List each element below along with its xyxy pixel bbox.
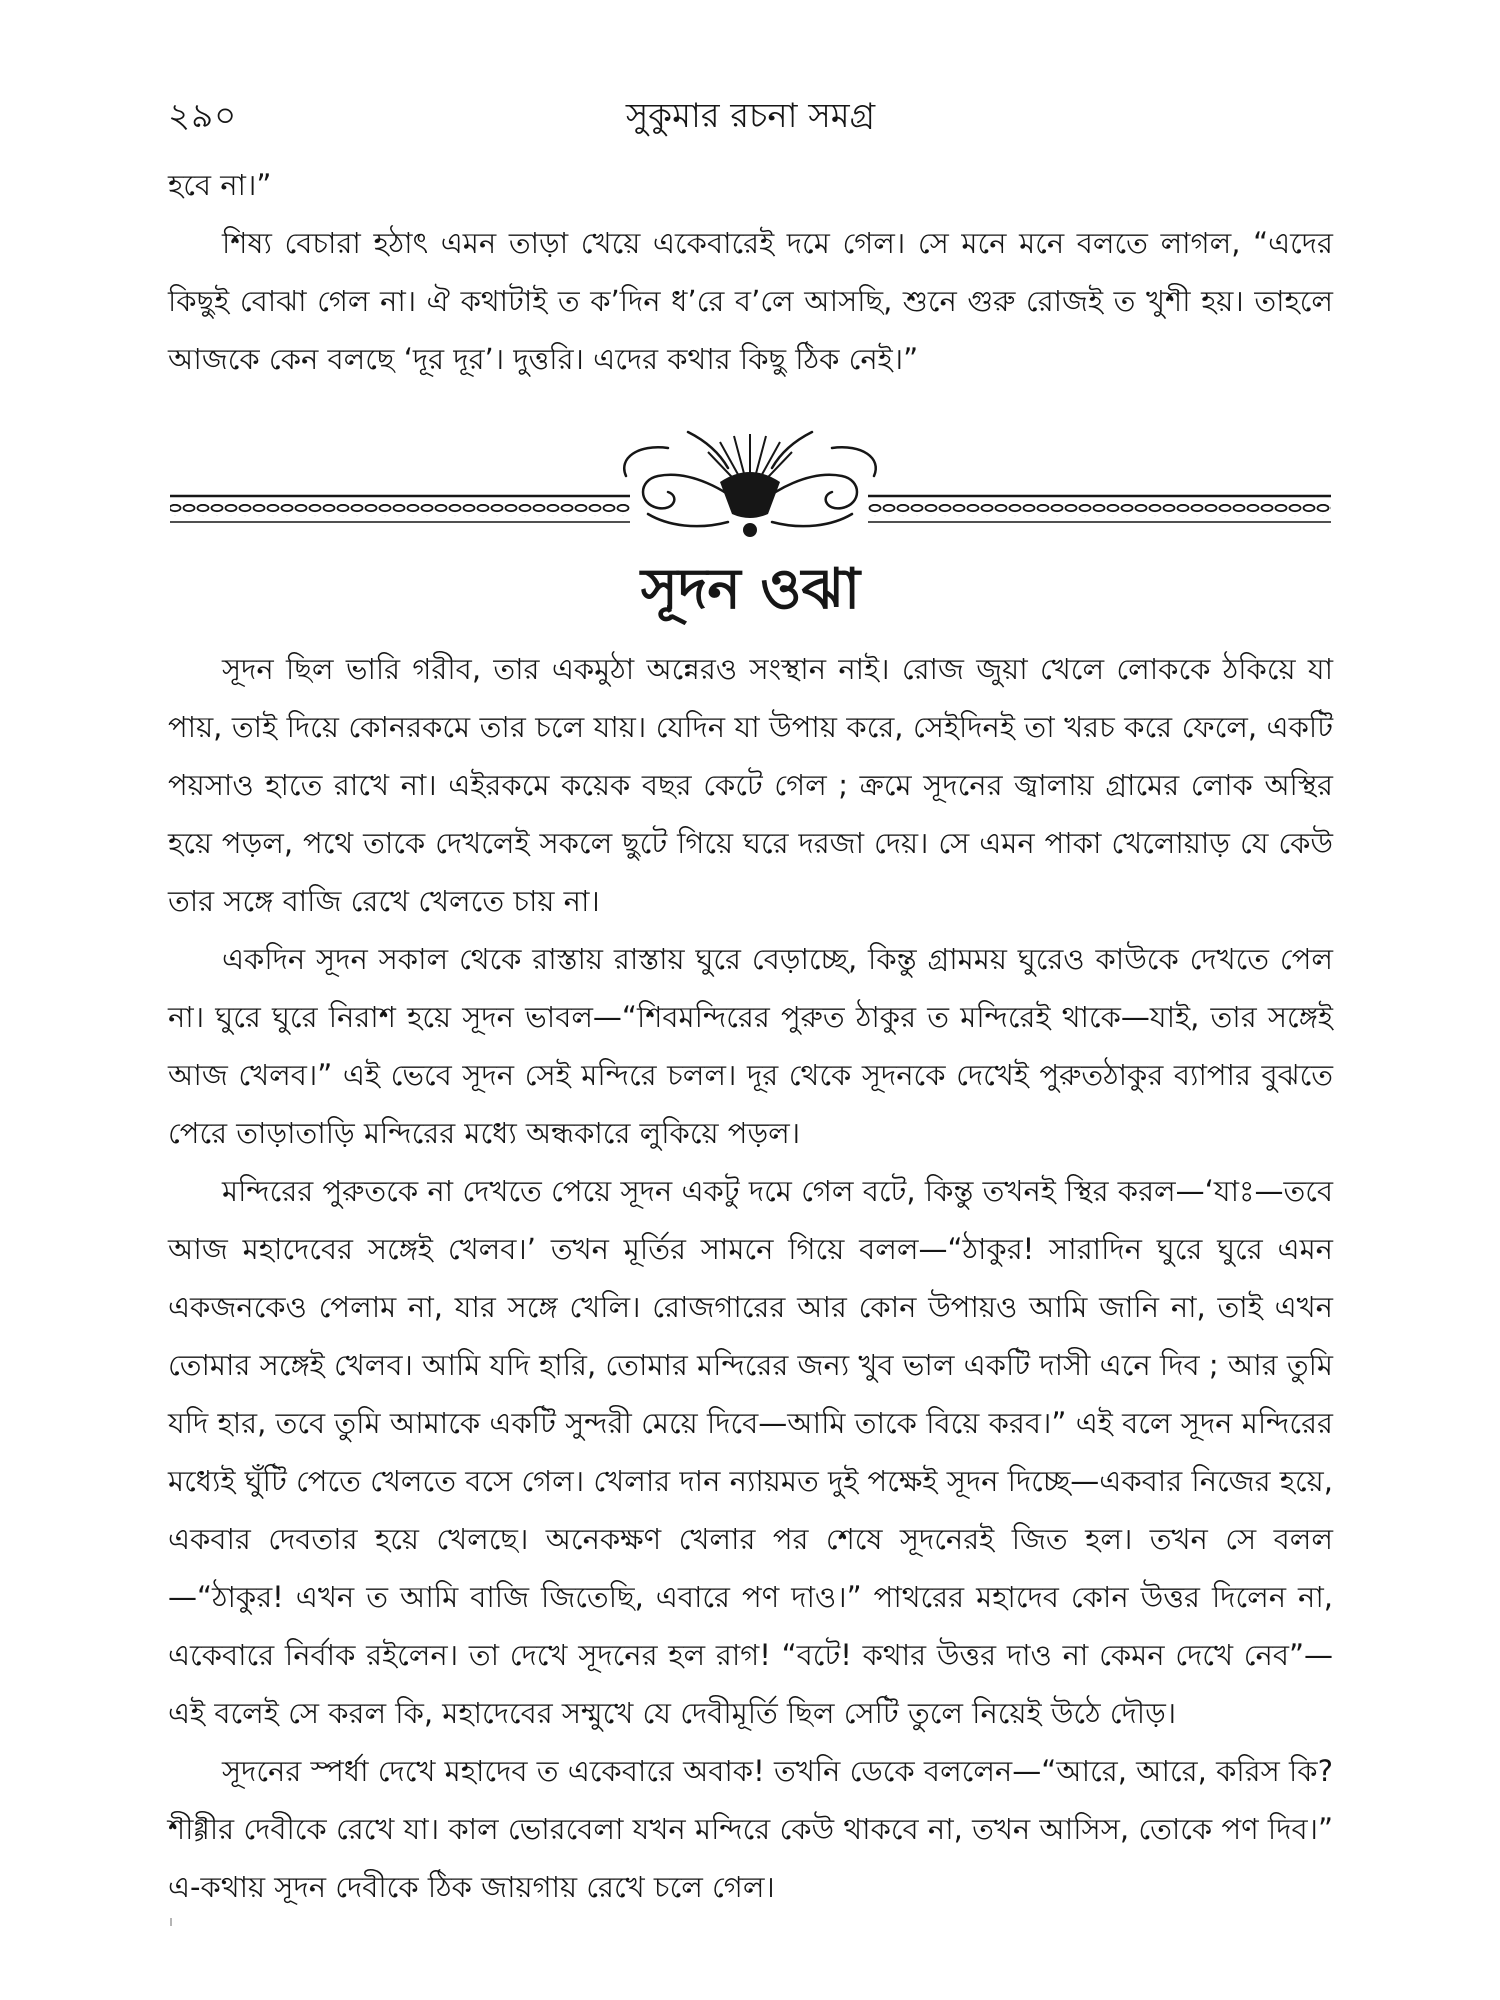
book-title: সুকুমার রচনা সমগ্র [625,96,876,136]
paragraph: সূদনের স্পর্ধা দেখে মহাদেব ত একেবারে অবাক! তখনি ডেকে বললেন—“আরে, আরে, করিস কি? শীগ্গীর দেবীকে রেখে যা। কাল ভোরবেলা যখন মন্দিরে কেউ থাকবে না, তখন আসিস, তোকে পণ দিব।” এ-কথায় সূদন দেবীকে ঠিক জায়গায় রেখে চলে গেল। [168,1754,1333,1904]
page-number: ২৯০ [168,96,238,136]
story-title: সূদন ওঝা [640,557,861,622]
paragraph: একদিন সূদন সকাল থেকে রাস্তায় রাস্তায় ঘুরে বেড়াচ্ছে, কিন্তু গ্রামময় ঘুরেও কাউকে দেখতে পেল না। ঘুরে ঘুরে নিরাশ হয়ে সূদন ভাবল—“শিবমন্দিরের পুরুত ঠাকুর ত মন্দিরেই থাকে—যাই, তার সঙ্গেই আজ খেলব।” এই ভেবে সূদন সেই মন্দিরে চলল। দূর থেকে সূদনকে দেখেই পুরুতঠাকুর ব্যাপার বুঝতে পেরে তাড়াতাড়ি মন্দিরের মধ্যে অন্ধকারে লুকিয়ে পড়ল। [168,942,1333,1150]
floral-ornament-icon [168,418,1333,548]
previous-story-text [168,156,1333,388]
paragraph: সূদন ছিল ভারি গরীব, তার একমুঠা অন্নেরও সংস্থান নাই। রোজ জুয়া খেলে লোককে ঠকিয়ে যা পায়, তাই দিয়ে কোনরকমে তার চলে যায়। যেদিন যা উপায় করে, সেইদিনই তা খরচ করে ফেলে, একটি পয়সাও হাতে রাখে না। এইরকমে কয়েক বছর কেটে গেল ; ক্রমে সূদনের জ্বালায় গ্রামের লোক অস্থির হয়ে পড়ল, পথে তাকে দেখলেই সকলে ছুটে গিয়ে ঘরে দরজা দেয়। সে এমন পাকা খেলোয়াড় যে কেউ তার সঙ্গে বাজি রেখে খেলতে চায় না। [168,652,1333,918]
running-header [168,86,1333,146]
paragraph: শিষ্য বেচারা হঠাৎ এমন তাড়া খেয়ে একেবারেই দমে গেল। সে মনে মনে বলতে লাগল, “এদের কিছুই বোঝা গেল না। ঐ কথাটাই ত ক’দিন ধ’রে ব’লে আসছি, শুনে গুরু রোজই ত খুশী হয়। তাহলে আজকে কেন বলছে ‘দূর দূর’। দুত্তরি। এদের কথার কিছু ঠিক নেই।” [168,226,1333,376]
paragraph: হবে না।” [168,168,272,202]
story-text [168,640,1333,1916]
paragraph: মন্দিরের পুরুতকে না দেখতে পেয়ে সূদন একটু দমে গেল বটে, কিন্তু তখনই স্থির করল—‘যাঃ—তবে আজ মহাদেবের সঙ্গেই খেলব।’ তখন মূর্তির সামনে গিয়ে বলল—“ঠাকুর! সারাদিন ঘুরে ঘুরে এমন একজনকেও পেলাম না, যার সঙ্গে খেলি। রোজগারের আর কোন উপায়ও আমি জানি না, তাই এখন তোমার সঙ্গেই খেলব। আমি যদি হারি, তোমার মন্দিরের জন্য খুব ভাল একটি দাসী এনে দিব ; আর তুমি যদি হার, তবে তুমি আমাকে একটি সুন্দরী মেয়ে দিবে—আমি তাকে বিয়ে করব।” এই বলে সূদন মন্দিরের মধ্যেই ঘুঁটি পেতে খেলতে বসে গেল। খেলার দান ন্যায়মত দুই পক্ষেই সূদন দিচ্ছে—একবার নিজের হয়ে, একবার দেবতার হয়ে খেলছে। অনেকক্ষণ খেলার পর শেষে সূদনেরই জিত হল। তখন সে বলল—“ঠাকুর! এখন ত আমি বাজি জিতেছি, এবারে পণ দাও।” পাথরের মহাদেব কোন উত্তর দিলেন না, একেবারে নির্বাক রইলেন। তা দেখে সূদনের হল রাগ! “বটে! কথার উত্তর দাও না কেমন দেখে নেব”—এই বলেই সে করল কি, মহাদেবের সম্মুখে যে দেবীমূর্তি ছিল সেটি তুলে নিয়েই উঠে দৌড়। [168,1174,1333,1730]
margin-speck [170,1918,172,1926]
floral-divider [168,418,1333,548]
